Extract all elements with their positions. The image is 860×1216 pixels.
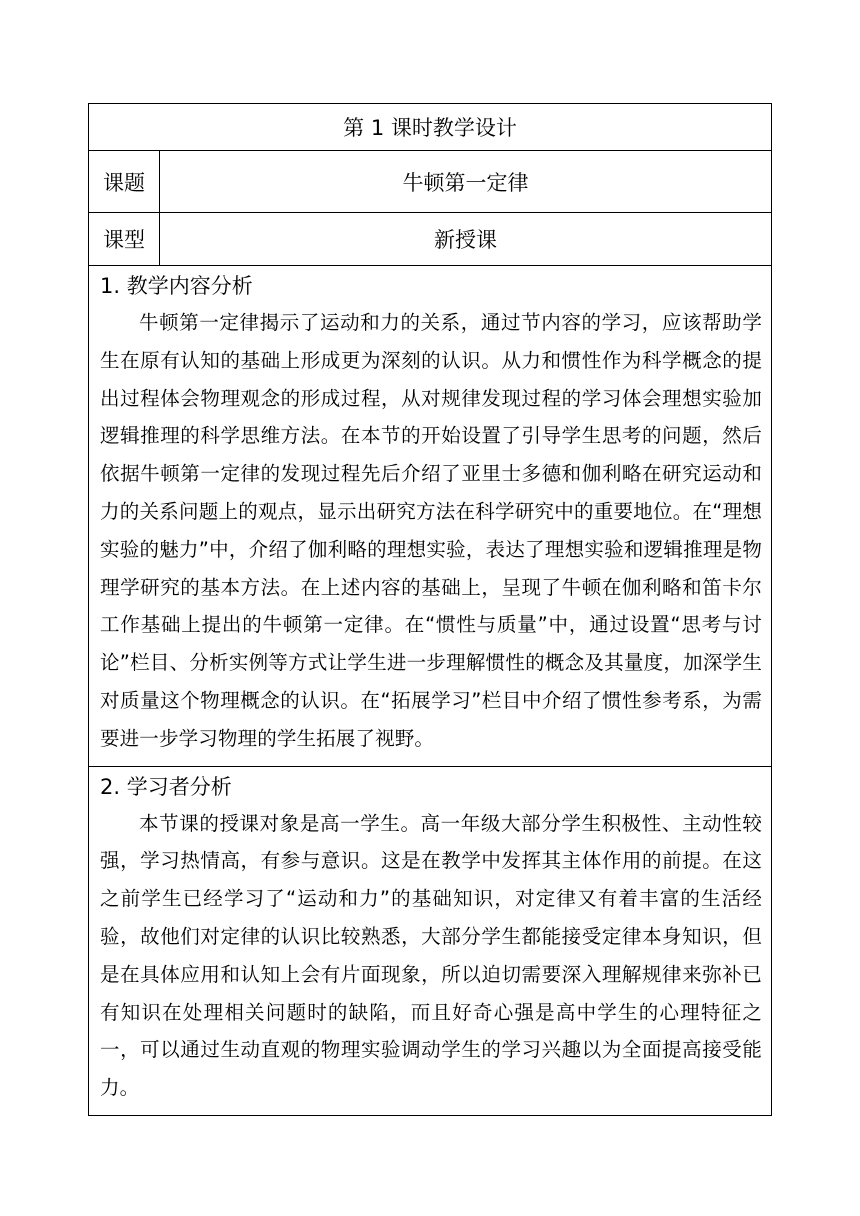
topic-label: 课题 bbox=[89, 151, 160, 212]
content-analysis-heading: 1. 教学内容分析 bbox=[100, 274, 253, 298]
content-analysis-section bbox=[89, 266, 771, 767]
topic-value: 牛顿第一定律 bbox=[402, 170, 529, 195]
lesson-design-table bbox=[88, 103, 772, 1116]
content-analysis-body: 牛顿第一定律揭示了运动和力的关系，通过节内容的学习，应该帮助学生在原有认知的基础上形成更为深刻的认识。从力和惯性作为科学概念的提出过程体会物理观念的形成过程，从对规律发现过程的学习体会理想实验加逻辑推理的科学思维方法。在本节的开始设置了引导学生思考的问题，然后依据牛顿第一定律的发现过程先后介绍了亚里士多德和伽利略在研究运动和力的关系问题上的观点，显示出研究方法在科学研究中的重要地位。在“理想实验的魅力”中，介绍了伽利略的理想实验，表达了理想实验和逻辑推理是物理学研究的基本方法。在上述内容的基础上，呈现了牛顿在伽利略和笛卡尔工作基础上提出的牛顿第一定律。在“惯性与质量”中，通过设置“思考与讨论”栏目、分析实例等方式让学生进一步理解惯性的概念及其量度，加深学生对质量这个物理概念的认识。在“拓展学习”栏目中介绍了惯性参考系，为需要进一步学习物理的学生拓展了视野。 bbox=[100, 311, 762, 750]
learner-analysis-body: 本节课的授课对象是高一学生。高一年级大部分学生积极性、主动性较强，学习热情高，有参与意识。这是在教学中发挥其主体作用的前提。在这之前学生已经学习了“运动和力”的基础知识，对定律又有着丰富的生活经验，故他们对定律的认识比较熟悉，大部分学生都能接受定律本身知识，但是在具体应用和认知上会有片面现象，所以迫切需要深入理解规律来弥补已有知识在处理相关问题时的缺陷，而且好奇心强是高中学生的心理特征之一，可以通过生动直观的物理实验调动学生的学习兴趣以为全面提高接受能力。 bbox=[100, 811, 762, 1100]
learner-analysis-heading: 2. 学习者分析 bbox=[100, 774, 232, 799]
topic-row bbox=[89, 151, 771, 213]
lesson-type-label: 课型 bbox=[89, 213, 160, 265]
table-title-row bbox=[89, 104, 771, 151]
lesson-type-row bbox=[89, 213, 771, 266]
lesson-type-value: 新授课 bbox=[434, 228, 497, 252]
table-title: 第 1 课时教学设计 bbox=[343, 116, 517, 140]
learner-analysis-section bbox=[89, 767, 771, 1115]
